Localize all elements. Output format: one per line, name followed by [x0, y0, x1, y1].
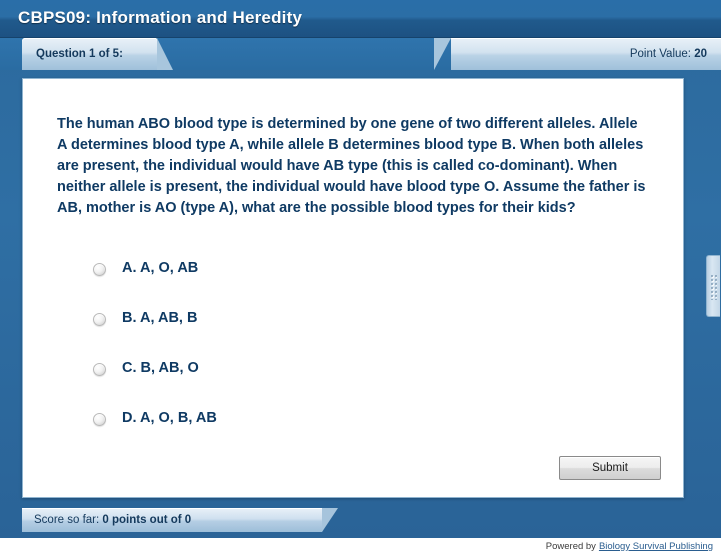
- answer-choice-d[interactable]: [93, 409, 633, 459]
- page-title: CBPS09: Information and Heredity: [18, 8, 303, 27]
- question-status-strip: [0, 38, 721, 70]
- answer-choice-c[interactable]: [93, 359, 633, 409]
- footer-publisher-link[interactable]: Biology Survival Publishing: [598, 541, 713, 552]
- radio-button-icon[interactable]: [93, 263, 106, 276]
- answer-choice-b-label: B. A, AB, B: [122, 310, 198, 326]
- score-bar: [22, 508, 322, 532]
- answer-choice-a-label: A. A, O, AB: [122, 260, 199, 276]
- footer-powered-by: Powered by: [545, 541, 596, 552]
- question-text: The human ABO blood type is determined by one gene of two different alleles. Allele A determines blood type A, while allele B determines blood type B. When both alleles are present, the individual would have AB type (this is called co-dominant). When neither allele is present, the individual would have blood type O. Assume the father is AB, mother is AO (type A), what are the possible blood types for their kids?: [57, 116, 646, 216]
- grip-dots-icon: [710, 274, 717, 300]
- radio-button-icon[interactable]: [93, 363, 106, 376]
- answer-choice-c-label: C. B, AB, O: [122, 360, 199, 376]
- submit-button[interactable]: Submit: [559, 456, 661, 480]
- score-value: 0 points out of 0: [102, 514, 192, 526]
- radio-button-icon[interactable]: [93, 413, 106, 426]
- question-progress-tab: [22, 38, 157, 70]
- point-value-tab: [451, 38, 721, 70]
- footer: [0, 538, 721, 555]
- answer-choice-list: [93, 259, 633, 459]
- answer-choice-d-label: D. A, O, B, AB: [122, 410, 217, 426]
- side-scroll-grip[interactable]: [706, 255, 720, 317]
- answer-choice-b[interactable]: [93, 309, 633, 359]
- point-value-label: [630, 48, 707, 60]
- score-prefix: Score so far:: [34, 514, 100, 526]
- title-bar: [0, 0, 721, 38]
- radio-button-icon[interactable]: [93, 313, 106, 326]
- answer-choice-a[interactable]: [93, 259, 633, 309]
- point-value-number: 20: [694, 48, 707, 60]
- point-value-text: Point Value:: [629, 48, 691, 60]
- question-panel: [22, 78, 684, 498]
- question-progress-label: Question 1 of 5:: [36, 48, 123, 60]
- score-label: [34, 514, 191, 526]
